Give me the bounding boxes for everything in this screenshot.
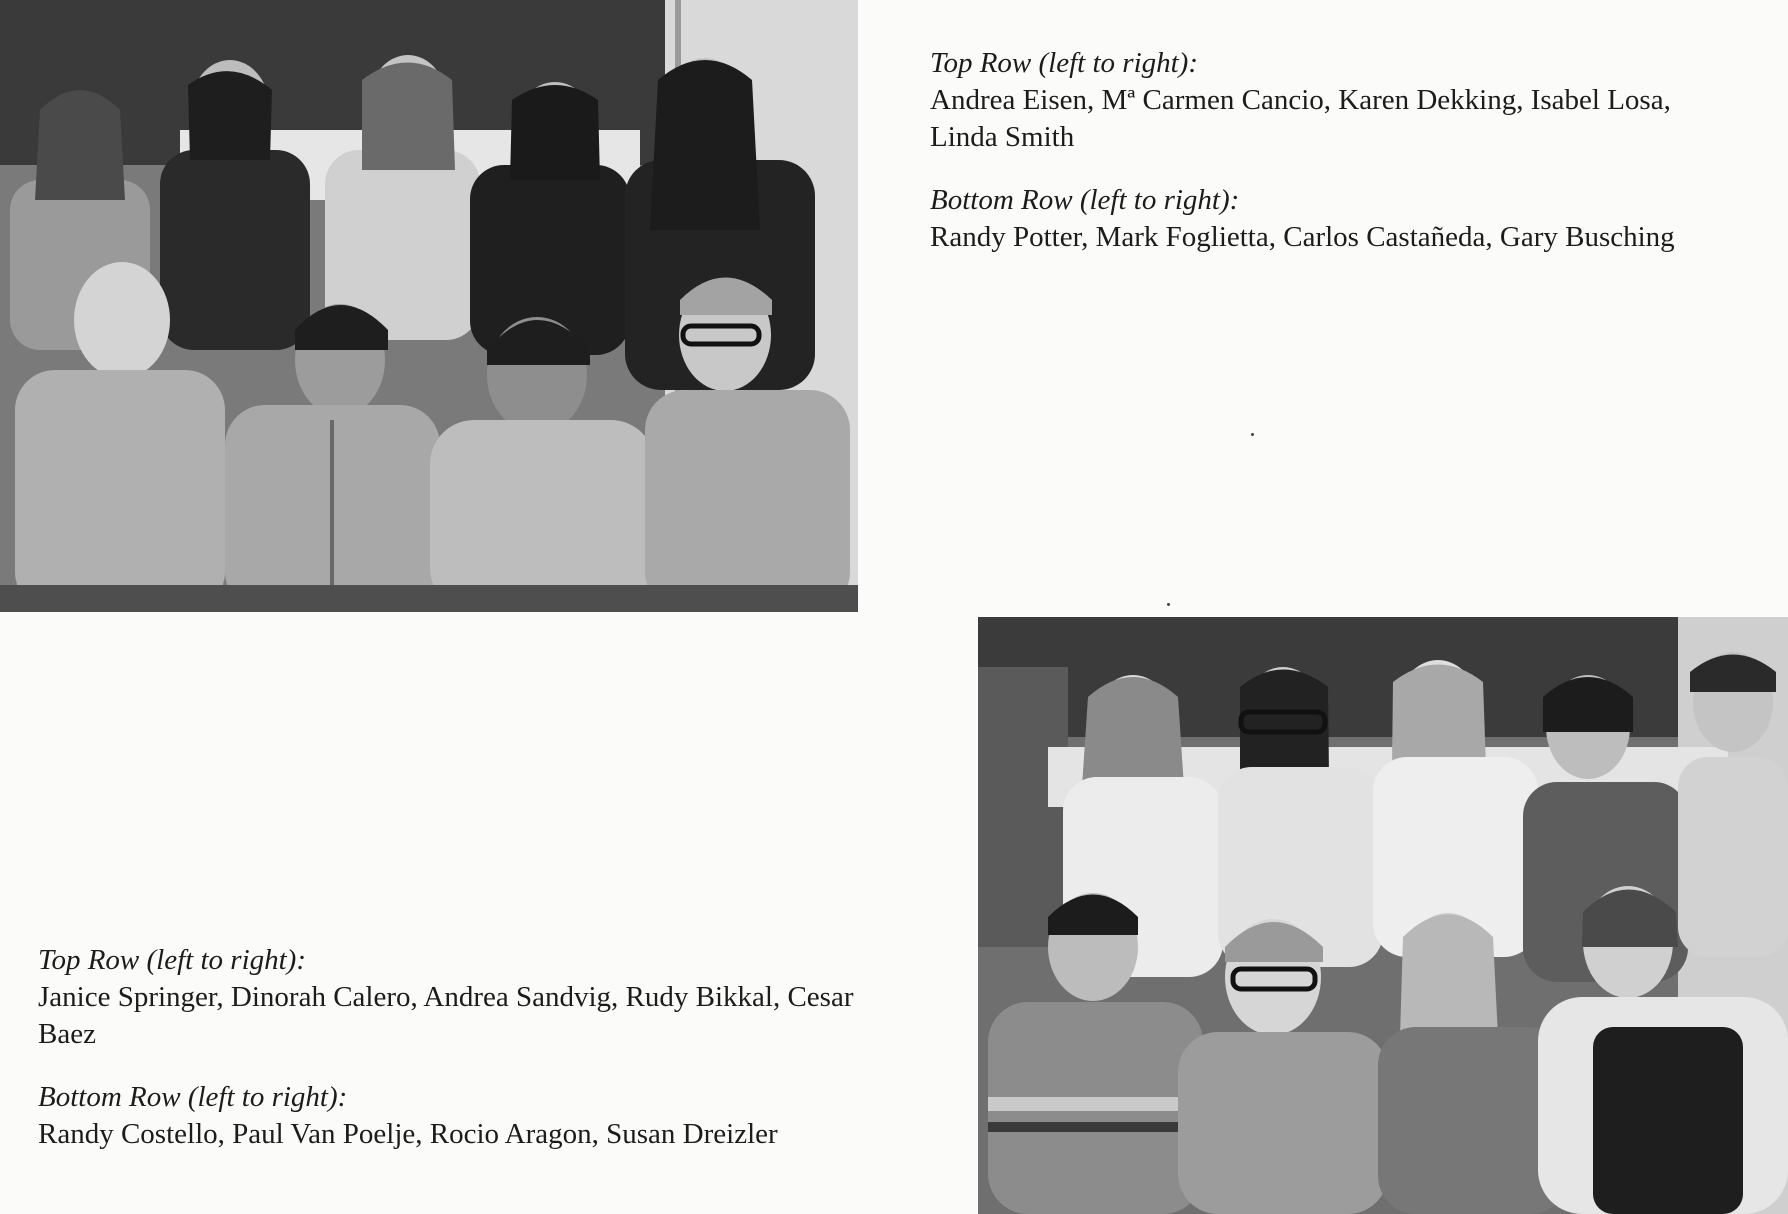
- top-row-names: Janice Springer, Dinorah Calero, Andrea Sandvig, Rudy Bikkal, Cesar Baez: [38, 981, 854, 1050]
- bottom-row-block: [930, 182, 1735, 256]
- group-photo-2: [978, 617, 1788, 1214]
- bottom-row-names: Randy Costello, Paul Van Poelje, Rocio Aragon, Susan Dreizler: [38, 1118, 778, 1150]
- group-photo-2-image: [978, 617, 1788, 1214]
- group-photo-1-image: [0, 0, 858, 612]
- caption-photo-2: [38, 942, 898, 1179]
- group-photo-1: [0, 0, 858, 612]
- bottom-row-heading: Bottom Row (left to right):: [930, 184, 1240, 216]
- caption-photo-1: [930, 45, 1735, 282]
- top-row-block: [930, 45, 1735, 156]
- bottom-row-block: [38, 1079, 898, 1153]
- bottom-row-heading: Bottom Row (left to right):: [38, 1081, 348, 1113]
- top-row-block: [38, 942, 898, 1053]
- top-row-heading: Top Row (left to right):: [930, 47, 1198, 79]
- scan-speck: [1167, 603, 1170, 606]
- top-row-names: Andrea Eisen, Mª Carmen Cancio, Karen Dekking, Isabel Losa, Linda Smith: [930, 84, 1671, 153]
- scan-speck: [1251, 433, 1254, 436]
- bottom-row-names: Randy Potter, Mark Foglietta, Carlos Castañeda, Gary Busching: [930, 221, 1675, 253]
- top-row-heading: Top Row (left to right):: [38, 944, 306, 976]
